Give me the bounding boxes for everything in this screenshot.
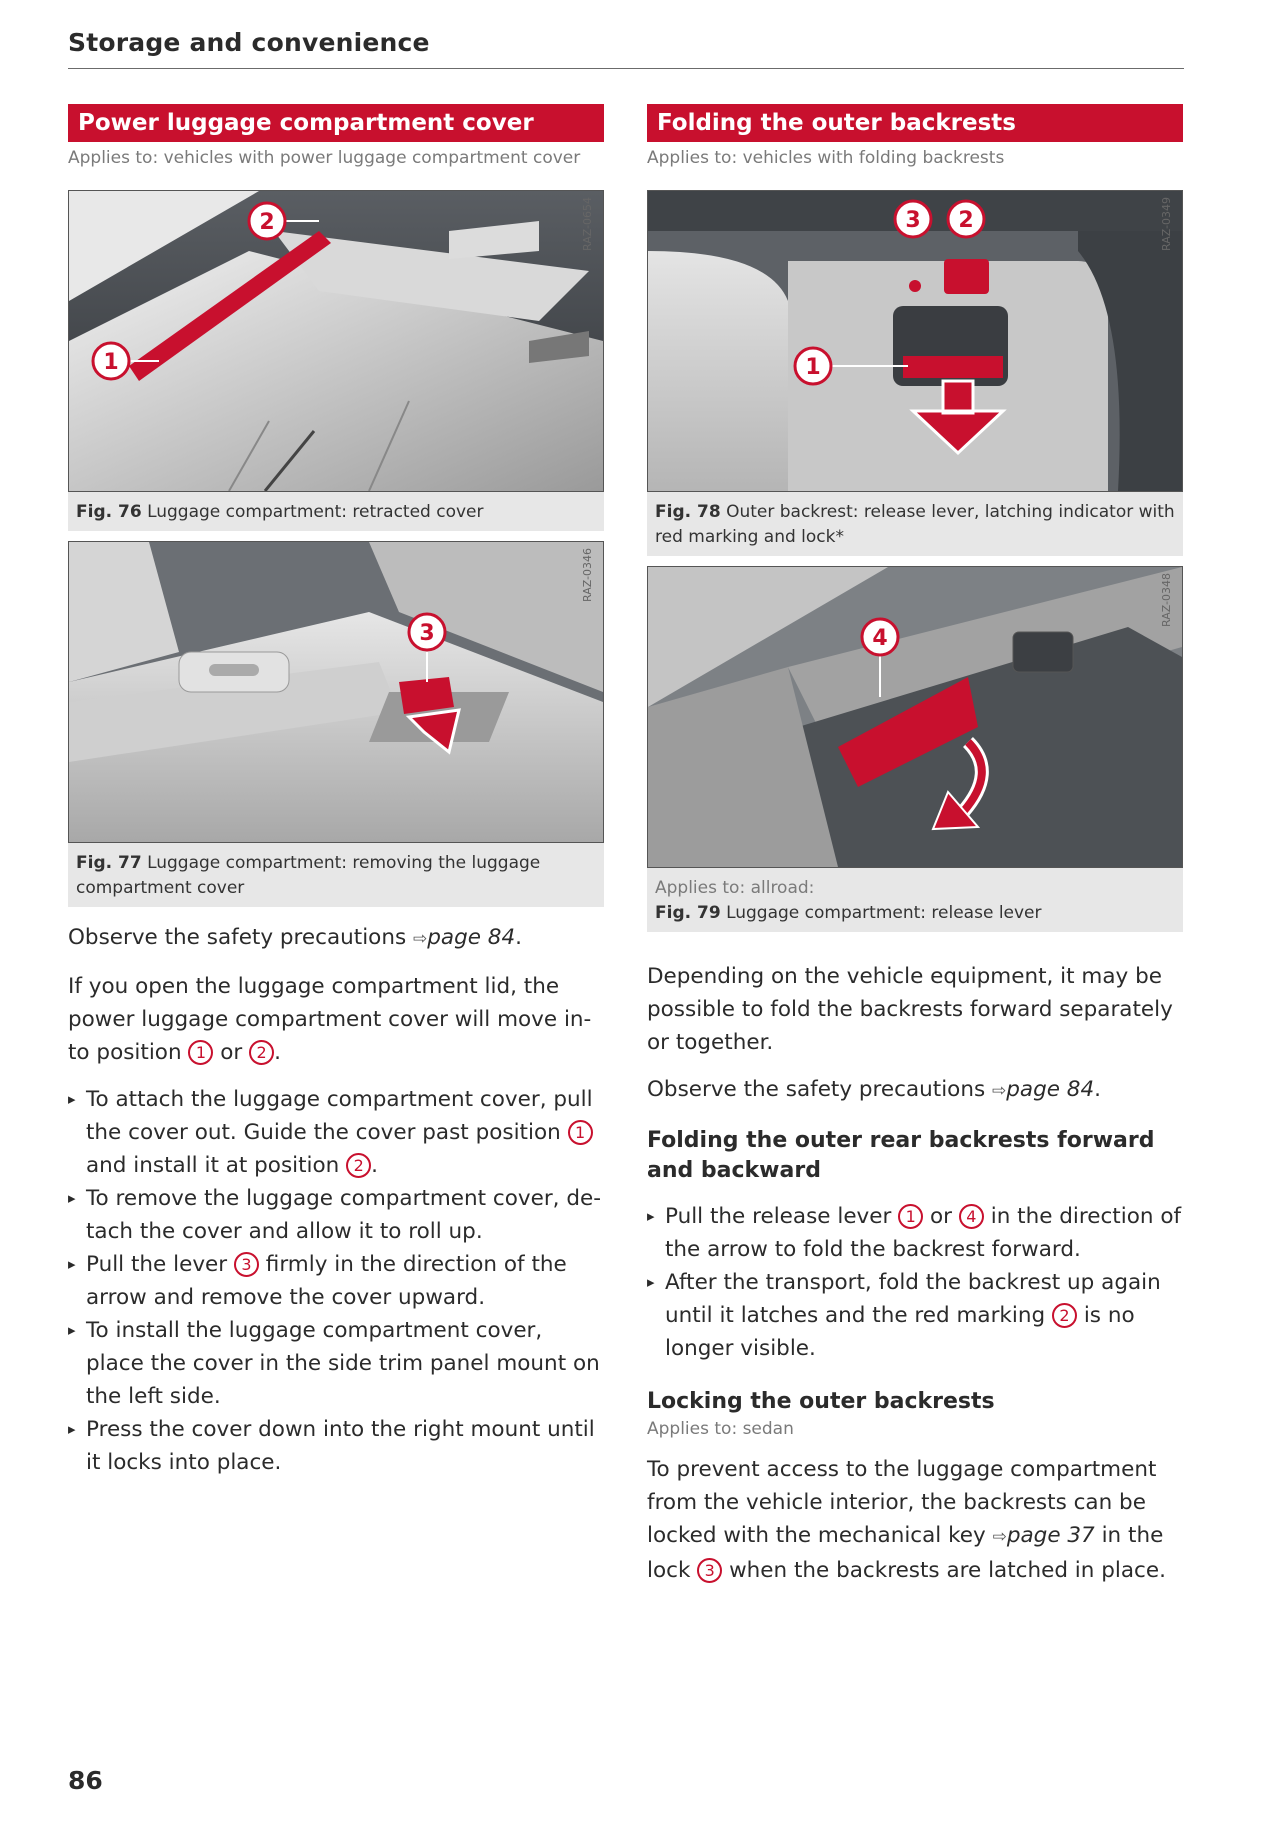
position-1-marker: 1: [188, 1040, 213, 1065]
list-item: ▸ To install the luggage compartment cover, place the cover in the side trim panel mount on the left side.: [68, 1314, 604, 1413]
lever-4-marker: 4: [959, 1204, 984, 1229]
list-item: ▸ To attach the luggage compartment cover, pull the cover out. Guide the cover past position 1 and install it at position 2 .: [68, 1083, 604, 1182]
figure-caption: [68, 843, 604, 907]
subheading-folding: Folding the outer rear backrests forward and backward: [647, 1128, 1155, 1183]
section-title-folding-backrests: Folding the outer backrests: [647, 104, 1183, 142]
figure-77: [68, 541, 604, 907]
applies-note: Applies to: vehicles with power luggage compartment cover: [68, 148, 581, 168]
figure-label: Fig. 78: [655, 502, 721, 522]
page-link[interactable]: page 84: [427, 925, 516, 950]
applies-note: Applies to: vehicles with folding backrests: [647, 148, 1005, 168]
callout-3-label: 3: [905, 208, 921, 233]
figure-caption: [647, 492, 1183, 556]
intro-paragraph: If you open the luggage compartment lid, the power luggage compartment cover will move in-to position 1 or 2 .: [68, 974, 592, 1065]
figure-code: RAZ-0349: [1160, 196, 1173, 251]
safety-note: Observe the safety precautions ⇨page 84.: [647, 1077, 1101, 1102]
position-2-marker: 2: [346, 1153, 371, 1178]
figure-code: RAZ-0346: [581, 547, 594, 602]
page-link[interactable]: page 84: [1006, 1077, 1095, 1102]
applies-note: Applies to: sedan: [647, 1419, 794, 1439]
callout-1-label: 1: [103, 350, 119, 375]
luggage-cover-removal-illustration: [68, 541, 604, 843]
list-item: ▸ Press the cover down into the right mount until it locks into place.: [68, 1413, 604, 1479]
marking-2-marker: 2: [1052, 1303, 1077, 1328]
callout-2-label: 2: [958, 208, 974, 233]
page-link[interactable]: page 37: [1006, 1523, 1095, 1548]
list-item: ▸ After the transport, fold the backrest up again until it latches and the red marking 2 is no longer visible.: [647, 1266, 1183, 1365]
lock-3-marker: 3: [697, 1558, 722, 1583]
callout-4-label: 4: [872, 626, 888, 651]
instruction-list: [68, 1083, 604, 1479]
callout-3-label: 3: [419, 621, 435, 646]
list-item: ▸ Pull the release lever 1 or 4 in the direction of the arrow to fold the backrest forward.: [647, 1200, 1183, 1266]
locking-paragraph: To prevent access to the luggage compartment from the vehicle interior, the backrests can be locked with the mechanical key ⇨page 37 in the lock 3 when the backrests are latched in place.: [647, 1457, 1166, 1583]
figure-76: [68, 190, 604, 531]
figure-78: [647, 190, 1183, 556]
svg-text:RAZ-0654: RAZ-0654: [581, 196, 594, 251]
allroad-release-lever-illustration: [647, 566, 1183, 868]
running-header: Storage and convenience: [68, 28, 430, 57]
safety-note: Observe the safety precautions ⇨page 84.: [68, 925, 522, 950]
figure-applies-note: Applies to: allroad:: [655, 878, 815, 898]
position-1-marker: 1: [568, 1120, 593, 1145]
figure-label: Fig. 77: [76, 853, 142, 873]
intro-paragraph: Depending on the vehicle equipment, it may be possible to fold the backrests forward separately or together.: [647, 964, 1173, 1055]
figure-caption: [68, 492, 604, 531]
lever-3-marker: 3: [234, 1252, 259, 1277]
callout-2-label: 2: [259, 210, 275, 235]
lever-1-marker: 1: [898, 1204, 923, 1229]
figure-label: Fig. 79: [655, 903, 721, 923]
right-column: [647, 104, 1183, 1587]
figure-label: Fig. 76: [76, 502, 142, 522]
backrest-release-lever-illustration: [647, 190, 1183, 492]
left-column: [68, 104, 604, 1479]
figure-code: [581, 197, 594, 251]
page-number: 86: [68, 1766, 103, 1795]
list-item: ▸ Pull the lever 3 firmly in the direction of the arrow and remove the cover upward.: [68, 1248, 604, 1314]
figure-caption-text: Luggage compartment: removing the luggage compartment cover: [76, 853, 541, 898]
header-rule: [68, 68, 1184, 69]
figure-caption: [647, 868, 1183, 932]
list-item: ▸ To remove the luggage compartment cover, de-tach the cover and allow it to roll up.: [68, 1182, 604, 1248]
callout-1-label: 1: [805, 355, 821, 380]
luggage-cover-retracted-illustration: [68, 190, 604, 492]
figure-79: [647, 566, 1183, 932]
figure-code: RAZ-0348: [1160, 572, 1173, 627]
figure-caption-text: Luggage compartment: release lever: [726, 903, 1042, 923]
figure-caption-text: Outer backrest: release lever, latching indicator with red marking and lock*: [655, 502, 1175, 547]
instruction-list: [647, 1200, 1183, 1365]
subheading-locking: Locking the outer backrests: [647, 1389, 995, 1414]
position-2-marker: 2: [249, 1040, 274, 1065]
figure-caption-text: Luggage compartment: retracted cover: [147, 502, 484, 522]
section-title-power-cover: Power luggage compartment cover: [68, 104, 604, 142]
